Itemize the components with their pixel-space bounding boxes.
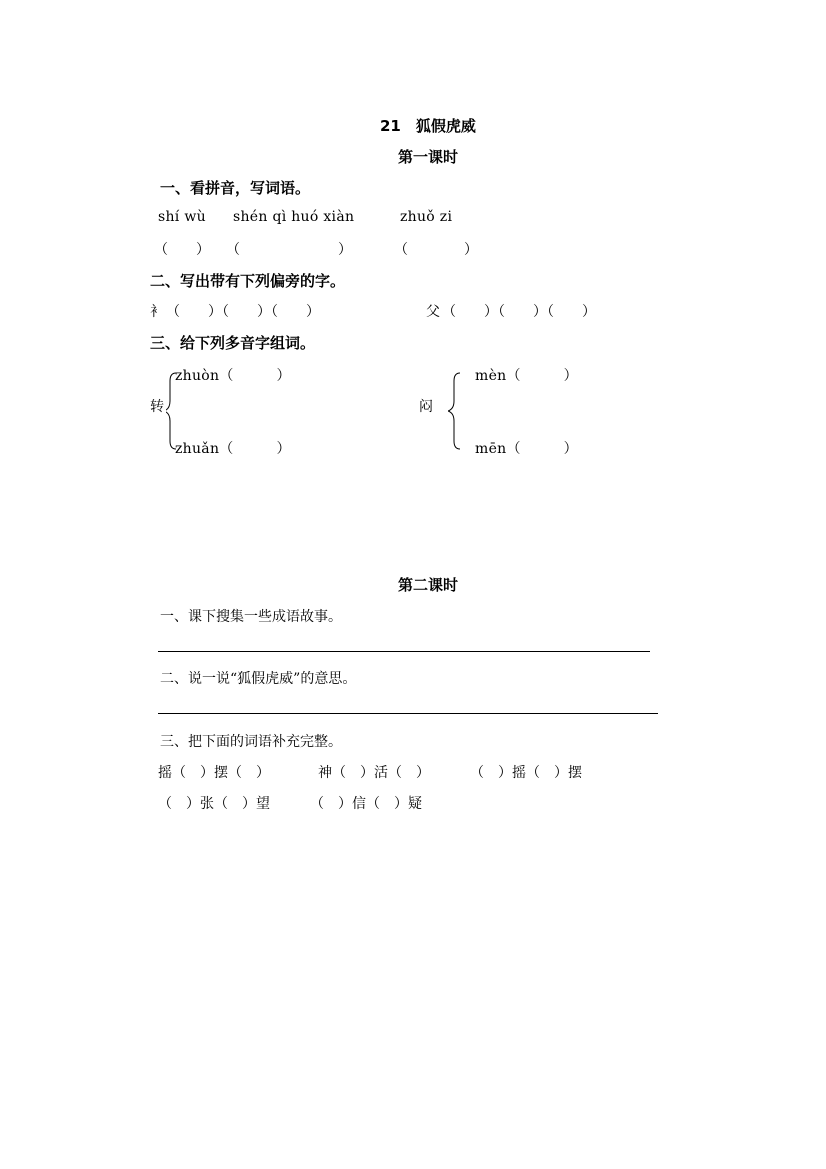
q1-answer-blank-2[interactable]: （ ） [226,242,352,258]
lesson1-title: 第一课时 [398,148,459,166]
lesson2-q2-heading: 二、说一说“狐假虎威”的意思。 [160,671,357,687]
q1-pinyin-3: zhuǒ zi [400,209,453,225]
lesson2-q1-heading: 一、课下搜集一些成语故事。 [160,609,342,625]
radical-fu-blanks[interactable]: （ ）（ ）（ ） [442,304,596,320]
men1-entry[interactable]: mēn（ ） [475,441,578,457]
zhuan3-entry[interactable]: zhuǎn（ ） [175,441,291,457]
zhuan4-entry[interactable]: zhuòn（ ） [175,368,291,384]
polyphone-char-zhuan: 转 [150,399,164,415]
radical-fu: 父 [426,304,440,320]
idiom-blank-2[interactable]: 神（ ）活（ ） [318,765,430,781]
polyphone-char-men: 闷 [419,399,433,415]
radical-yi: 衤 [150,304,164,320]
brace-icon [448,371,472,451]
page-title: 21 狐假虎威 [380,117,476,135]
idiom-blank-3[interactable]: （ ）摇（ ）摆 [470,765,582,781]
lesson2-q3-heading: 三、把下面的词语补充完整。 [160,734,342,750]
lesson1-q2-heading: 二、写出带有下列偏旁的字。 [150,272,346,290]
idiom-blank-1[interactable]: 摇（ ）摆（ ） [158,765,270,781]
idiom-blank-4[interactable]: （ ）张（ ）望 [158,796,270,812]
lesson1-q3-heading: 三、给下列多音字组词。 [150,334,316,352]
q1-pinyin-1: shí wù [158,209,206,225]
q1-answer-blank-1[interactable]: （ ） [154,242,210,258]
q1-answer-blank-3[interactable]: （ ） [394,242,478,258]
men4-entry[interactable]: mèn（ ） [475,368,578,384]
lesson2-title: 第二课时 [398,576,459,594]
answer-line-1[interactable] [158,651,650,652]
idiom-blank-5[interactable]: （ ）信（ ）疑 [310,796,422,812]
lesson1-q1-heading: 一、看拼音，写词语。 [160,179,311,197]
answer-line-2[interactable] [158,713,658,714]
radical-yi-blanks[interactable]: （ ）（ ）（ ） [166,304,320,320]
q1-pinyin-2: shén qì huó xiàn [233,209,355,225]
